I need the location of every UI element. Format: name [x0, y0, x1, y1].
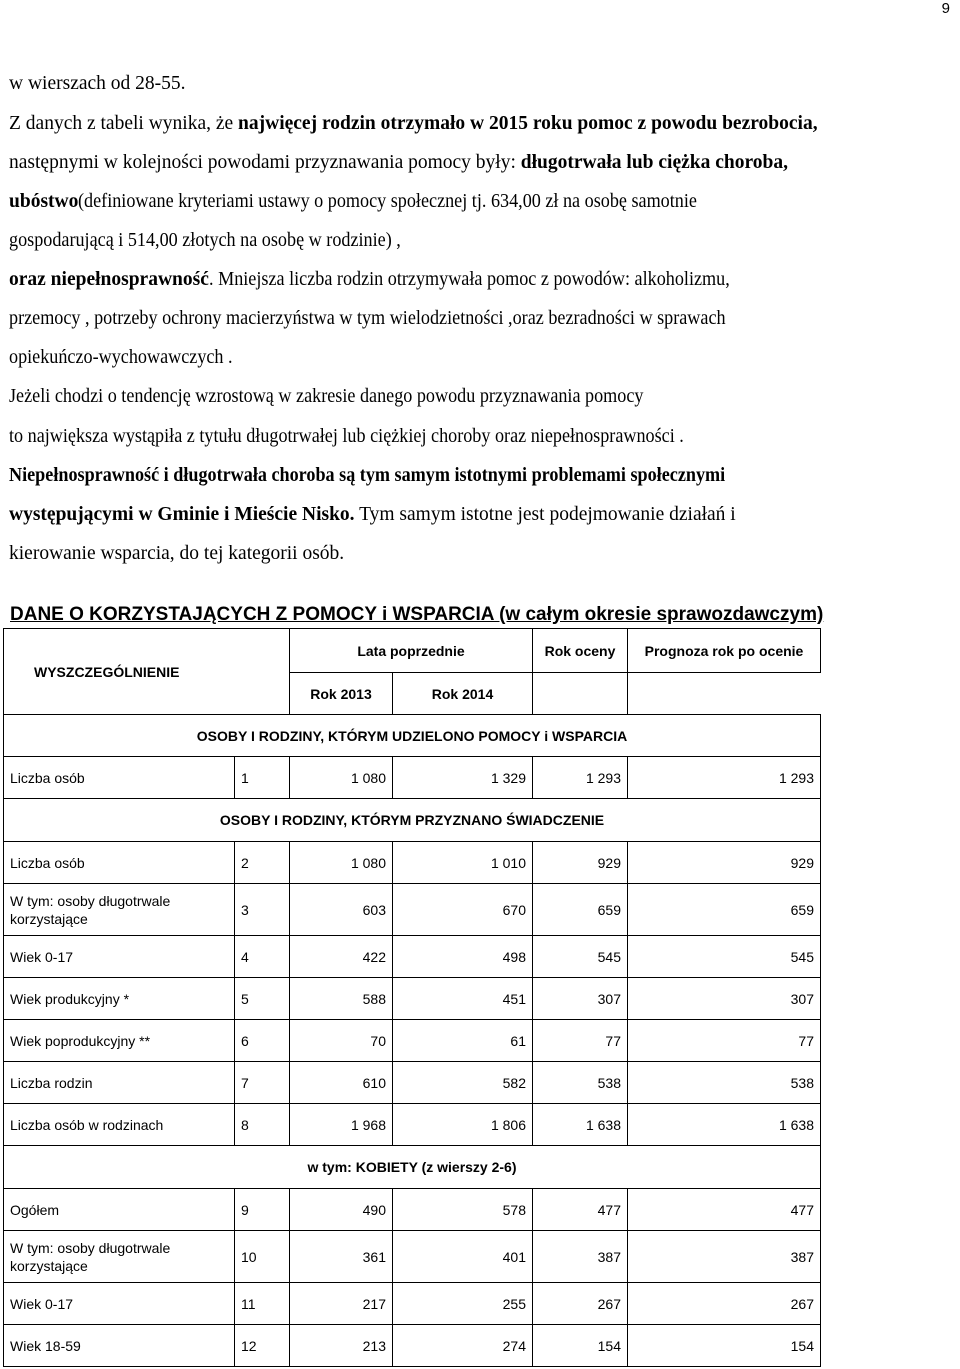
text-bold: najwięcej rodzin otrzymało w 2015 roku pomoc z powodu bezrobocia, — [238, 113, 818, 134]
row-number: 6 — [235, 1020, 290, 1062]
value-2013: 1 080 — [290, 757, 393, 799]
value-2013: 588 — [290, 978, 393, 1020]
row-number: 11 — [235, 1283, 290, 1325]
beneficiaries-table — [3, 628, 821, 1367]
section-row — [4, 1146, 821, 1189]
value-forecast: 1 638 — [628, 1104, 821, 1146]
row-label: Liczba osób — [4, 842, 235, 884]
value-forecast: 77 — [628, 1020, 821, 1062]
value-current: 154 — [533, 1325, 628, 1367]
text-line — [9, 191, 744, 213]
row-label: Liczba osób w rodzinach — [4, 1104, 235, 1146]
col-prev-header: Lata poprzednie — [290, 629, 533, 673]
value-2013: 610 — [290, 1062, 393, 1104]
row-label: Liczba rodzin — [4, 1062, 235, 1104]
col-spec-header: WYSZCZEGÓLNIENIE — [4, 629, 290, 715]
row-number: 12 — [235, 1325, 290, 1367]
text-line — [9, 269, 769, 291]
section3-title: w tym: KOBIETY (z wierszy 2-6) — [4, 1146, 821, 1189]
value-2014: 255 — [393, 1283, 533, 1325]
table-row — [4, 1020, 821, 1062]
text-span: Jeżeli chodzi o tendencję wzrostową w zakresie danego powodu przyznawania pomocy — [9, 386, 644, 407]
value-current: 538 — [533, 1062, 628, 1104]
table-row — [4, 1231, 821, 1283]
value-2014: 1 010 — [393, 842, 533, 884]
value-2014: 1 806 — [393, 1104, 533, 1146]
section-heading: DANE O KORZYSTAJĄCYCH Z POMOCY i WSPARCIA (w całym okresie sprawozdawczym) — [10, 604, 824, 625]
text-line — [9, 308, 780, 330]
value-forecast: 545 — [628, 936, 821, 978]
value-current: 307 — [533, 978, 628, 1020]
text-span: to największa wystąpiła z tytułu długotrwałej lub ciężkiej choroby oraz niepełnosprawności . — [9, 426, 684, 447]
table-row — [4, 884, 821, 936]
value-2014: 451 — [393, 978, 533, 1020]
table-row — [4, 842, 821, 884]
row-number: 10 — [235, 1231, 290, 1283]
text-span: opiekuńczo-wychowawczych . — [9, 347, 233, 368]
col-y2014-header: Rok 2014 — [393, 673, 533, 715]
value-2014: 1 329 — [393, 757, 533, 799]
value-current: 545 — [533, 936, 628, 978]
value-2013: 1 968 — [290, 1104, 393, 1146]
value-2013: 490 — [290, 1189, 393, 1231]
value-forecast: 1 293 — [628, 757, 821, 799]
value-forecast: 267 — [628, 1283, 821, 1325]
row-label: Wiek produkcyjny * — [4, 978, 235, 1020]
value-current: 77 — [533, 1020, 628, 1062]
value-current: 477 — [533, 1189, 628, 1231]
row-label: W tym: osoby długotrwale korzystające — [4, 884, 235, 936]
value-2013: 70 — [290, 1020, 393, 1062]
row-number: 2 — [235, 842, 290, 884]
col-forecast-header: Prognoza rok po ocenie — [628, 629, 821, 673]
table-row — [4, 757, 821, 799]
value-2013: 361 — [290, 1231, 393, 1283]
value-2014: 61 — [393, 1020, 533, 1062]
value-2014: 582 — [393, 1062, 533, 1104]
text-bold: ubóstwo — [9, 191, 79, 212]
row-label: W tym: osoby długotrwale korzystające — [4, 1231, 235, 1283]
page-number: 9 — [941, 0, 950, 17]
text-span: przemocy , potrzeby ochrony macierzyństwa w tym wielodzietności ,oraz bezradności w sprawach — [9, 308, 726, 329]
text-span: Z danych z tabeli wynika, że — [9, 113, 239, 134]
row-number: 5 — [235, 978, 290, 1020]
row-number: 7 — [235, 1062, 290, 1104]
row-label: Liczba osób — [4, 757, 235, 799]
text-line — [9, 113, 818, 135]
table-row — [4, 1062, 821, 1104]
value-2014: 578 — [393, 1189, 533, 1231]
text-span: następnymi w kolejności powodami przyznawania pomocy były: — [9, 152, 521, 173]
row-number: 1 — [235, 757, 290, 799]
text-span: (definiowane kryteriami ustawy o pomocy społecznej tj. 634,00 zł na osobę samotnie — [78, 191, 698, 212]
text-line — [9, 465, 779, 487]
value-2014: 274 — [393, 1325, 533, 1367]
text-span: gospodarującą i 514,00 złotych na osobę w rodzinie) , — [9, 230, 401, 251]
text-line — [9, 347, 249, 369]
row-label: Wiek 18-59 — [4, 1325, 235, 1367]
text-line — [9, 73, 186, 95]
row-label: Wiek 0-17 — [4, 1283, 235, 1325]
text-line — [9, 543, 344, 565]
row-number: 3 — [235, 884, 290, 936]
table-row — [4, 978, 821, 1020]
value-forecast: 387 — [628, 1231, 821, 1283]
row-label: Wiek poprodukcyjny ** — [4, 1020, 235, 1062]
row-number: 4 — [235, 936, 290, 978]
value-forecast: 154 — [628, 1325, 821, 1367]
empty-cell — [533, 673, 628, 715]
value-current: 267 — [533, 1283, 628, 1325]
section-row — [4, 715, 821, 757]
text-bold: Niepełnosprawność i długotrwała choroba są tym samym istotnymi problemami społecznymi — [9, 465, 726, 486]
value-forecast: 929 — [628, 842, 821, 884]
text-line — [9, 230, 430, 252]
table-row — [4, 1189, 821, 1231]
value-2013: 213 — [290, 1325, 393, 1367]
table-row — [4, 1283, 821, 1325]
text-line — [9, 152, 788, 174]
value-2013: 1 080 — [290, 842, 393, 884]
text-bold: występującymi w Gminie i Mieście Nisko. — [9, 504, 355, 525]
table-row — [4, 936, 821, 978]
text-span: kierowanie wsparcia, do tej kategorii osób. — [9, 543, 345, 564]
value-2013: 603 — [290, 884, 393, 936]
text-span: Tym samym istotne jest podejmowanie działań i — [354, 504, 736, 525]
row-number: 9 — [235, 1189, 290, 1231]
section1-title: OSOBY I RODZINY, KTÓRYM UDZIELONO POMOCY i WSPARCIA — [4, 715, 821, 757]
value-forecast: 538 — [628, 1062, 821, 1104]
value-2013: 217 — [290, 1283, 393, 1325]
row-label: Ogółem — [4, 1189, 235, 1231]
row-label: Wiek 0-17 — [4, 936, 235, 978]
value-2014: 670 — [393, 884, 533, 936]
table-row — [4, 1325, 821, 1367]
value-forecast: 477 — [628, 1189, 821, 1231]
row-number: 8 — [235, 1104, 290, 1146]
table-row — [4, 1104, 821, 1146]
value-current: 1 293 — [533, 757, 628, 799]
text-span: . Mniejsza liczba rodzin otrzymywała pomoc z powodów: alkoholizmu, — [208, 269, 730, 290]
text-line — [9, 426, 735, 448]
text-bold: oraz niepełnosprawność — [9, 269, 209, 290]
value-2014: 401 — [393, 1231, 533, 1283]
value-2013: 422 — [290, 936, 393, 978]
value-current: 1 638 — [533, 1104, 628, 1146]
value-forecast: 307 — [628, 978, 821, 1020]
col-y2013-header: Rok 2013 — [290, 673, 393, 715]
empty-cell — [628, 673, 821, 715]
text-line — [9, 386, 691, 408]
section-row — [4, 799, 821, 842]
text-bold: długotrwała lub ciężka choroba, — [520, 152, 789, 173]
col-current-header: Rok oceny — [533, 629, 628, 673]
text-line — [9, 504, 736, 526]
value-current: 659 — [533, 884, 628, 936]
value-2014: 498 — [393, 936, 533, 978]
value-current: 929 — [533, 842, 628, 884]
section2-title: OSOBY I RODZINY, KTÓRYM PRZYZNANO ŚWIADCZENIE — [4, 799, 821, 842]
table-header-row — [4, 629, 821, 673]
value-current: 387 — [533, 1231, 628, 1283]
value-forecast: 659 — [628, 884, 821, 936]
text-span: w wierszach od 28-55. — [9, 73, 186, 94]
